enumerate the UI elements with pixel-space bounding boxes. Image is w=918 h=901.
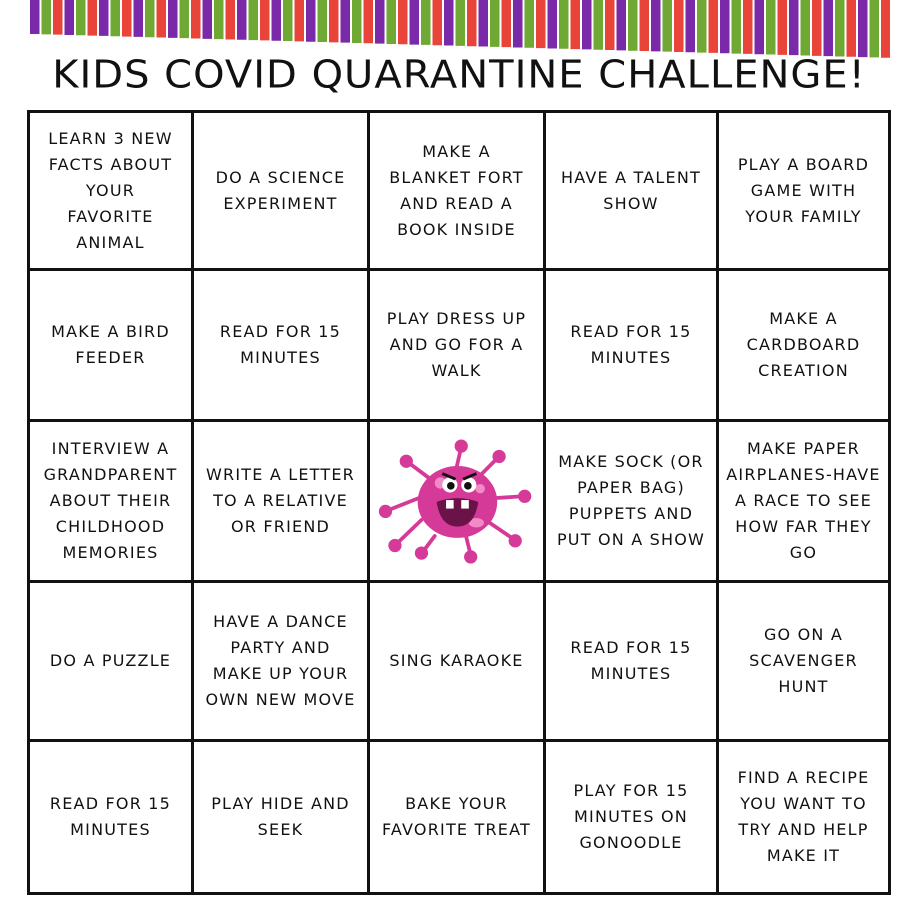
banner-stripe: [490, 0, 500, 47]
banner-stripe: [858, 0, 868, 57]
banner-stripe: [53, 0, 63, 35]
challenge-cell: PLAY DRESS UP AND GO FOR A WALK: [370, 271, 546, 422]
challenge-cell: DO A PUZZLE: [30, 583, 194, 742]
page-title: KIDS COVID QUARANTINE CHALLENGE!: [52, 53, 866, 97]
banner-stripe: [260, 0, 270, 40]
banner-stripe: [594, 0, 604, 50]
banner-stripe: [387, 0, 397, 44]
banner-stripe: [582, 0, 592, 49]
challenge-cell: WRITE A LETTER TO A RELATIVE OR FRIEND: [194, 422, 370, 583]
challenge-cell: PLAY HIDE AND SEEK: [194, 742, 370, 892]
challenge-cell: MAKE A CARDBOARD CREATION: [719, 271, 888, 422]
challenge-cell: HAVE A TALENT SHOW: [546, 113, 719, 271]
challenge-cell: BAKE YOUR FAVORITE TREAT: [370, 742, 546, 892]
banner-stripe: [306, 0, 316, 42]
banner-stripe: [444, 0, 454, 46]
banner-stripe: [743, 0, 753, 54]
banner-stripe: [536, 0, 546, 48]
banner-stripe: [697, 0, 707, 53]
banner-stripe: [157, 0, 167, 38]
banner-stripe: [111, 0, 121, 36]
challenge-cell: DO A SCIENCE EXPERIMENT: [194, 113, 370, 271]
banner-stripe: [663, 0, 673, 52]
challenge-grid: [27, 110, 891, 895]
banner-stripe: [226, 0, 236, 39]
challenge-cell: LEARN 3 NEW FACTS ABOUT YOUR FAVORITE ANIMAL: [30, 113, 194, 271]
banner-stripe: [134, 0, 144, 37]
banner-stripe: [824, 0, 834, 56]
banner-stripe: [168, 0, 178, 38]
banner-stripe: [364, 0, 374, 43]
banner-stripe: [145, 0, 155, 37]
banner-stripe: [640, 0, 650, 51]
banner-stripe: [203, 0, 213, 39]
banner-stripe: [870, 0, 880, 57]
banner-stripe: [398, 0, 408, 44]
banner-stripe: [180, 0, 190, 38]
challenge-cell: HAVE A DANCE PARTY AND MAKE UP YOUR OWN NEW MOVE: [194, 583, 370, 742]
banner-stripe: [479, 0, 489, 47]
banner-stripe: [341, 0, 351, 43]
challenge-cell: READ FOR 15 MINUTES: [194, 271, 370, 422]
banner-stripe: [686, 0, 696, 52]
banner-stripe: [513, 0, 523, 47]
banner-stripe: [410, 0, 420, 45]
challenge-cell: SING KARAOKE: [370, 583, 546, 742]
banner-stripe: [617, 0, 627, 50]
challenge-cell: MAKE A BIRD FEEDER: [30, 271, 194, 422]
striped-banner: [30, 0, 890, 58]
banner-stripe: [835, 0, 845, 56]
challenge-cell: FIND A RECIPE YOU WANT TO TRY AND HELP MAKE IT: [737, 768, 870, 865]
banner-stripe: [272, 0, 282, 41]
banner-stripe: [191, 0, 201, 38]
banner-stripe: [628, 0, 638, 51]
challenge-cell: INTERVIEW A GRANDPARENT ABOUT THEIR CHILDHOOD MEMORIES: [30, 422, 194, 583]
banner-stripe: [283, 0, 293, 41]
banner-stripe: [65, 0, 75, 35]
virus-monster-icon: [376, 436, 537, 566]
banner-stripe: [76, 0, 86, 35]
banner-stripe: [99, 0, 109, 36]
banner-stripe: [548, 0, 558, 48]
banner-stripe: [249, 0, 259, 40]
banner-stripe: [214, 0, 224, 39]
banner-stripe: [881, 0, 890, 58]
free-space-cell: [370, 422, 546, 583]
banner-stripe: [847, 0, 857, 57]
challenge-cell: READ FOR 15 MINUTES: [546, 271, 719, 422]
challenge-cell: READ FOR 15 MINUTES: [30, 742, 194, 892]
challenge-cell: READ FOR 15 MINUTES: [546, 583, 719, 742]
banner-stripe: [812, 0, 822, 56]
banner-stripe: [571, 0, 581, 49]
banner-stripe: [778, 0, 788, 55]
banner-stripe: [456, 0, 466, 46]
banner-stripe: [732, 0, 742, 54]
banner-stripe: [329, 0, 339, 42]
banner-stripe: [318, 0, 328, 42]
banner-stripe: [674, 0, 684, 52]
banner-stripe: [237, 0, 247, 40]
banner-stripe: [42, 0, 52, 34]
banner-stripe: [525, 0, 535, 48]
banner-stripe: [375, 0, 385, 44]
challenge-cell: PLAY A BOARD GAME WITH YOUR FAMILY: [719, 113, 888, 271]
challenge-cell: GO ON A SCAVENGER HUNT: [719, 583, 888, 742]
banner-stripe: [755, 0, 765, 54]
banner-stripe: [789, 0, 799, 55]
banner-stripe: [467, 0, 477, 46]
banner-stripe: [88, 0, 98, 36]
banner-stripe: [720, 0, 730, 53]
banner-stripe: [502, 0, 512, 47]
challenge-cell: MAKE PAPER AIRPLANES-HAVE A RACE TO SEE HOW FAR THEY GO: [719, 422, 888, 583]
banner-stripe: [421, 0, 431, 45]
banner-stripe: [801, 0, 811, 56]
challenge-cell: MAKE SOCK (OR PAPER BAG) PUPPETS AND PUT ON A SHOW: [546, 422, 719, 583]
banner-stripe: [559, 0, 569, 49]
banner-stripe: [352, 0, 362, 43]
banner-stripe: [30, 0, 40, 34]
challenge-cell: PLAY FOR 15 MINUTES ON GONOODLE: [546, 742, 719, 892]
banner-stripe: [295, 0, 305, 41]
banner-stripe: [605, 0, 615, 50]
banner-stripe: [122, 0, 132, 37]
banner-stripe: [651, 0, 661, 51]
banner-stripe: [433, 0, 443, 45]
banner-stripe: [709, 0, 719, 53]
banner-stripe: [766, 0, 776, 55]
challenge-cell: MAKE A BLANKET FORT AND READ A BOOK INSIDE: [370, 113, 546, 271]
